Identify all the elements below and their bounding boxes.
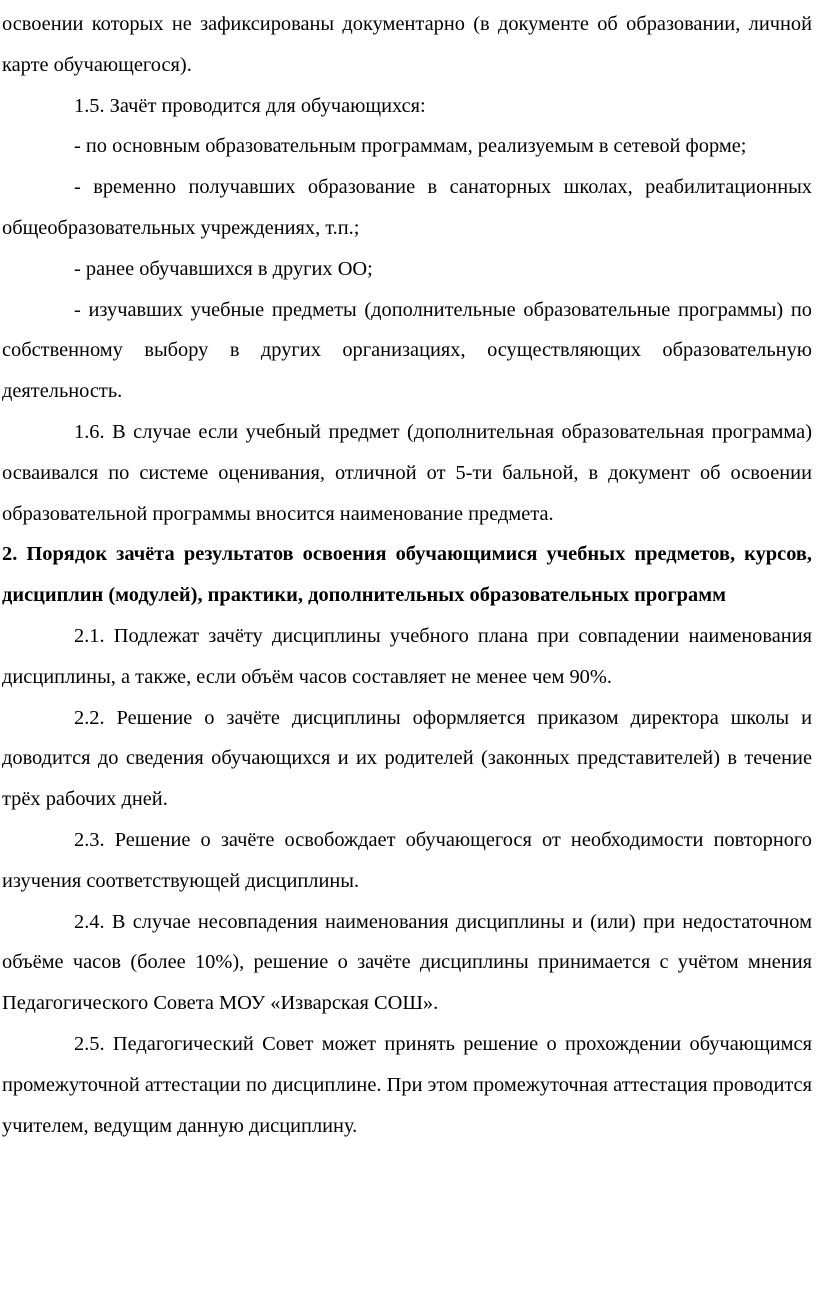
paragraph-2-2: 2.2. Решение о зачёте дисциплины оформляется приказом директора школы и доводится до сведения обучающихся и их родителей (законных представителей) в течение трёх рабочих дней. (2, 706, 812, 811)
paragraph-continuation: освоении которых не зафиксированы документарно (в документе об образовании, личной карте обучающегося). (2, 13, 812, 76)
paragraph-1-5: 1.5. Зачёт проводится для обучающихся: (74, 94, 426, 117)
paragraph-2-5: 2.5. Педагогический Совет может принять решение о прохождении обучающимся промежуточной аттестации по дисциплине. При этом промежуточная аттестация проводится учителем, ведущим данную дисциплину. (2, 1032, 812, 1137)
paragraph-2-4: 2.4. В случае несовпадения наименования дисциплины и (или) при недостаточном объёме часов (более 10%), решение о зачёте дисциплины принимается с учётом мнения Педагогического Совета МОУ «Изварская СОШ». (2, 910, 812, 1015)
paragraph-2-1: 2.1. Подлежат зачёту дисциплины учебного плана при совпадении наименования дисциплины, а также, если объём часов составляет не менее чем 90%. (2, 624, 812, 688)
paragraph-1-6: 1.6. В случае если учебный предмет (дополнительная образовательная программа) осваивался по системе оценивания, отличной от 5-ти бальной, в документ об освоении образовательной программы вносится наименование предмета. (2, 420, 812, 525)
list-item-sanatorium-schools: - временно получавших образование в санаторных школах, реабилитационных общеобразовательных учреждениях, т.п.; (2, 176, 812, 239)
list-item-other-organizations: - изучавших учебные предметы (дополнительные образовательные программы) по собственному выбору в других организациях, осуществляющих образовательную деятельность. (2, 298, 812, 403)
paragraph-2-3: 2.3. Решение о зачёте освобождает обучающегося от необходимости повторного изучения соответствующей дисциплины. (2, 828, 812, 892)
list-item-other-schools: - ранее обучавшихся в других ОО; (74, 257, 373, 280)
list-item-network-programs: - по основным образовательным программам, реализуемым в сетевой форме; (74, 135, 747, 158)
section-heading-2: 2. Порядок зачёта результатов освоения обучающимися учебных предметов, курсов, дисциплин (модулей), практики, дополнительных образовательных программ (2, 543, 812, 607)
